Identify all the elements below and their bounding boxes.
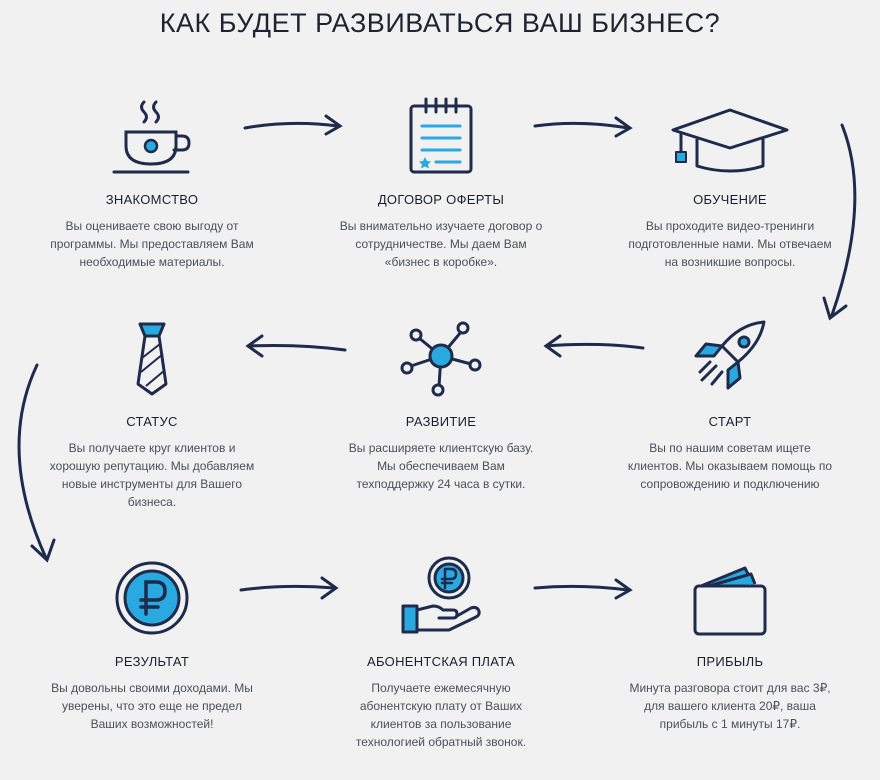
- step-development: [316, 302, 566, 493]
- step-description: Вы внимательно изучаете договор о сотрудничестве. Мы даем Вам «бизнес в коробке».: [339, 219, 543, 269]
- step-profit: [605, 542, 855, 733]
- arrow-right-2-icon: [530, 110, 640, 140]
- arrow-right-4-icon: [530, 572, 640, 602]
- step-description: Вы расширяете клиентскую базу. Мы обеспечиваем Вам техподдержку 24 часа в сутки.: [348, 441, 534, 491]
- arrow-right-3-icon: [236, 572, 346, 602]
- step-heading: ОБУЧЕНИЕ: [693, 192, 767, 207]
- step-heading: ПРИБЫЛЬ: [696, 654, 764, 669]
- step-start: [605, 302, 855, 493]
- step-heading: ДОГОВОР ОФЕРТЫ: [377, 192, 505, 207]
- step-description: Вы по нашим советам ищете клиентов. Мы оказываем помощь по сопровождению и подключению: [627, 441, 833, 491]
- arrow-left-1-icon: [538, 332, 648, 362]
- step-offer-contract: [316, 80, 566, 271]
- arrow-right-1-icon: [240, 110, 350, 140]
- step-heading: РЕЗУЛЬТАТ: [114, 654, 190, 669]
- step-description: Минута разговора стоит для вас 3₽, для вашего клиента 20₽, ваша прибыль с 1 минуты 17₽.: [629, 681, 831, 731]
- step-description: Вы получаете круг клиентов и хорошую репутацию. Мы добавляем новые инструменты для Вашего бизнеса.: [49, 441, 255, 509]
- arrow-curve-down-left-icon: [2, 360, 62, 570]
- arrow-curve-down-right-icon: [812, 120, 872, 330]
- step-heading: ЗНАКОМСТВО: [105, 192, 199, 207]
- page-title: КАК БУДЕТ РАЗВИВАТЬСЯ ВАШ БИЗНЕС?: [159, 8, 721, 38]
- step-heading: СТАРТ: [708, 414, 752, 429]
- hand-coin-icon: [316, 542, 566, 638]
- step-acquaintance: [27, 80, 277, 271]
- step-description: Вы оцениваете свою выгоду от программы. Мы предоставляем Вам необходимые материалы.: [50, 219, 254, 269]
- arrow-left-2-icon: [240, 332, 350, 362]
- step-subscription-fee: [316, 542, 566, 751]
- step-description: Вы довольны своими доходами. Мы уверены, что это еще не предел Ваших возможностей!: [51, 681, 253, 731]
- contract-document-icon: [316, 80, 566, 176]
- step-heading: АБОНЕНТСКАЯ ПЛАТА: [367, 654, 515, 669]
- step-description: Получаете ежемесячную абонентскую плату от Ваших клиентов за пользование технологией обратный звонок.: [355, 681, 527, 749]
- wallet-icon: [605, 542, 855, 638]
- step-heading: СТАТУС: [126, 414, 178, 429]
- network-nodes-icon: [316, 302, 566, 398]
- step-heading: РАЗВИТИЕ: [405, 414, 477, 429]
- step-description: Вы проходите видео-тренинги подготовленные нами. Мы отвечаем на возникшие вопросы.: [628, 219, 832, 269]
- step-result: [27, 542, 277, 733]
